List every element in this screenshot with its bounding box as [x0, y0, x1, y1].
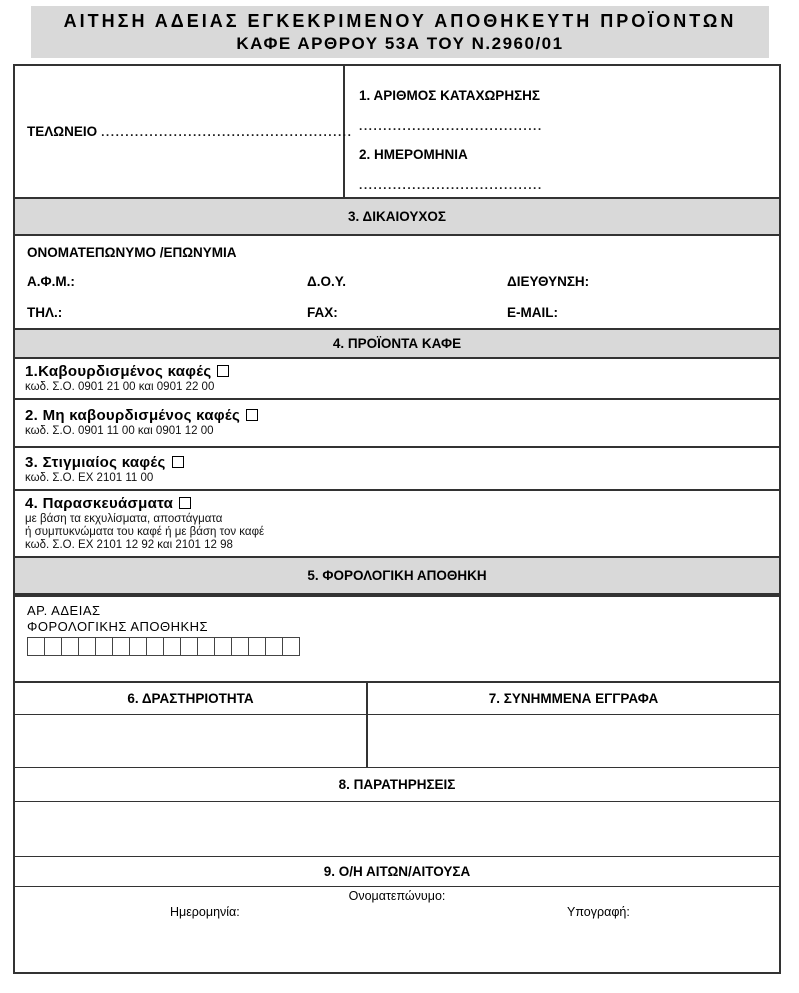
product-checkbox-roasted[interactable]: [217, 365, 229, 377]
registration-date-cell: [345, 66, 779, 197]
top-block: [15, 66, 779, 199]
product-label-preparations: 4. Παρασκευάσματα: [25, 495, 174, 512]
applicant-name-label: Ονοματεπώνυμο:: [348, 889, 446, 903]
customs-office-label: ΤΕΛΩΝΕΙΟ: [27, 124, 98, 139]
product-item-instant: [15, 448, 779, 491]
customs-office-fill-line[interactable]: ....................................................: [101, 124, 353, 139]
address-label: ΔΙΕΥΘΥΝΣΗ:: [507, 274, 590, 289]
product-label-roasted: 1.Καβουρδισμένος καφές: [25, 363, 212, 380]
section3-header: 3. ΔΙΚΑΙΟΥΧΟΣ: [15, 199, 779, 236]
license-number-box-cell[interactable]: [95, 637, 113, 656]
license-number-box-cell[interactable]: [78, 637, 96, 656]
date-label: 2. ΗΜΕΡΟΜΗΝΙΑ: [359, 147, 468, 162]
product-checkbox-preparations[interactable]: [179, 497, 191, 509]
section67-header-row: [15, 681, 779, 715]
product-label-instant: 3. Στιγμιαίος καφές: [25, 454, 166, 471]
product-label-unroasted: 2. Μη καβουρδισμένος καφές: [25, 407, 241, 424]
product-code-unroasted: κωδ. Σ.Ο. 0901 11 00 και 0901 12 00: [25, 425, 214, 437]
product-item-roasted: [15, 359, 779, 400]
product-desc-preparations-1: με βάση τα εκχυλίσματα, αποστάγματα: [25, 513, 223, 525]
applicant-signature-label: Υπογραφή:: [567, 905, 630, 919]
section5-header: 5. ΦΟΡΟΛΟΓΙΚΗ ΑΠΟΘΗΚΗ: [15, 556, 779, 595]
tel-label: ΤΗΛ.:: [27, 305, 63, 320]
license-number-box-cell[interactable]: [44, 637, 62, 656]
product-checkbox-instant[interactable]: [172, 456, 184, 468]
license-number-box-cell[interactable]: [197, 637, 215, 656]
doy-label: Δ.Ο.Υ.: [307, 274, 346, 289]
registration-number-label: 1. ΑΡΙΘΜΟΣ ΚΑΤΑΧΩΡΗΣΗΣ: [359, 88, 541, 103]
license-number-box-cell[interactable]: [231, 637, 249, 656]
product-desc-preparations-2: ή συμπυκνώματα του καφέ ή με βάση τον καφέ: [25, 526, 265, 538]
date-fill-line[interactable]: ......................................: [359, 178, 543, 192]
registration-number-fill-line[interactable]: ......................................: [359, 119, 543, 133]
license-number-box-cell[interactable]: [129, 637, 147, 656]
license-number-box-cell[interactable]: [112, 637, 130, 656]
license-number-box-cell[interactable]: [282, 637, 300, 656]
remarks-entry-area[interactable]: [15, 802, 779, 857]
license-number-label-2: ΦΟΡΟΛΟΓΙΚΗΣ ΑΠΟΘΗΚΗΣ: [27, 619, 209, 634]
applicant-date-label: Ημερομηνία:: [170, 905, 240, 919]
product-item-unroasted: [15, 400, 779, 448]
beneficiary-row-1: [15, 266, 779, 297]
license-number-box-cell[interactable]: [61, 637, 79, 656]
license-number-box-cell[interactable]: [27, 637, 45, 656]
form-title-line2: ΚΑΦΕ ΑΡΘΡΟΥ 53Α ΤΟΥ Ν.2960/01: [236, 33, 564, 53]
fax-label: FAX:: [307, 305, 338, 320]
license-number-box-cell[interactable]: [163, 637, 181, 656]
section4-header: 4. ΠΡΟΪΟΝΤΑ ΚΑΦΕ: [15, 330, 779, 359]
form-title-line1: ΑΙΤΗΣΗ ΑΔΕΙΑΣ ΕΓΚΕΚΡΙΜΕΝΟΥ ΑΠΟΘΗΚΕΥΤΗ ΠΡΟΪΟΝΤΩΝ: [63, 10, 737, 31]
license-number-box-cell[interactable]: [180, 637, 198, 656]
email-label: E-MAIL:: [507, 305, 558, 320]
customs-office-cell: [15, 66, 353, 197]
section67-entry-row: [15, 715, 779, 767]
product-code-instant: κωδ. Σ.Ο. EX 2101 11 00: [25, 472, 154, 484]
license-number-label-1: ΑΡ. ΑΔΕΙΑΣ: [27, 603, 101, 618]
form-table: [13, 64, 781, 974]
section7-header: 7. ΣΥΝΗΜΜΕΝΑ ΕΓΓΡΑΦΑ: [488, 691, 659, 706]
license-number-box-cell[interactable]: [146, 637, 164, 656]
section6-header: 6. ΔΡΑΣΤΗΡΙΟΤΗΤΑ: [15, 683, 368, 714]
product-item-preparations: [15, 491, 779, 556]
license-number-box-cell[interactable]: [214, 637, 232, 656]
activity-entry-area[interactable]: [15, 715, 368, 767]
afm-label: Α.Φ.Μ.:: [27, 274, 75, 289]
license-number-boxes: [27, 637, 779, 656]
beneficiary-name-label: ΟΝΟΜΑΤΕΠΩΝΥΜΟ /ΕΠΩΝΥΜΙΑ: [27, 245, 237, 260]
license-number-box-cell[interactable]: [265, 637, 283, 656]
product-checkbox-unroasted[interactable]: [246, 409, 258, 421]
product-code-roasted: κωδ. Σ.Ο. 0901 21 00 και 0901 22 00: [25, 381, 215, 393]
applicant-body: [15, 887, 779, 983]
form-title-band: [31, 6, 769, 58]
section9-header: 9. Ο/Η ΑΙΤΩΝ/ΑΙΤΟΥΣΑ: [15, 857, 779, 887]
product-code-preparations: κωδ. Σ.Ο. EX 2101 12 92 και 2101 12 98: [25, 539, 233, 551]
tax-warehouse-body: [15, 595, 779, 681]
section8-header: 8. ΠΑΡΑΤΗΡΗΣΕΙΣ: [15, 767, 779, 802]
attached-documents-entry-area[interactable]: [368, 715, 779, 767]
license-number-box-cell[interactable]: [248, 637, 266, 656]
beneficiary-row-2: [15, 297, 779, 330]
